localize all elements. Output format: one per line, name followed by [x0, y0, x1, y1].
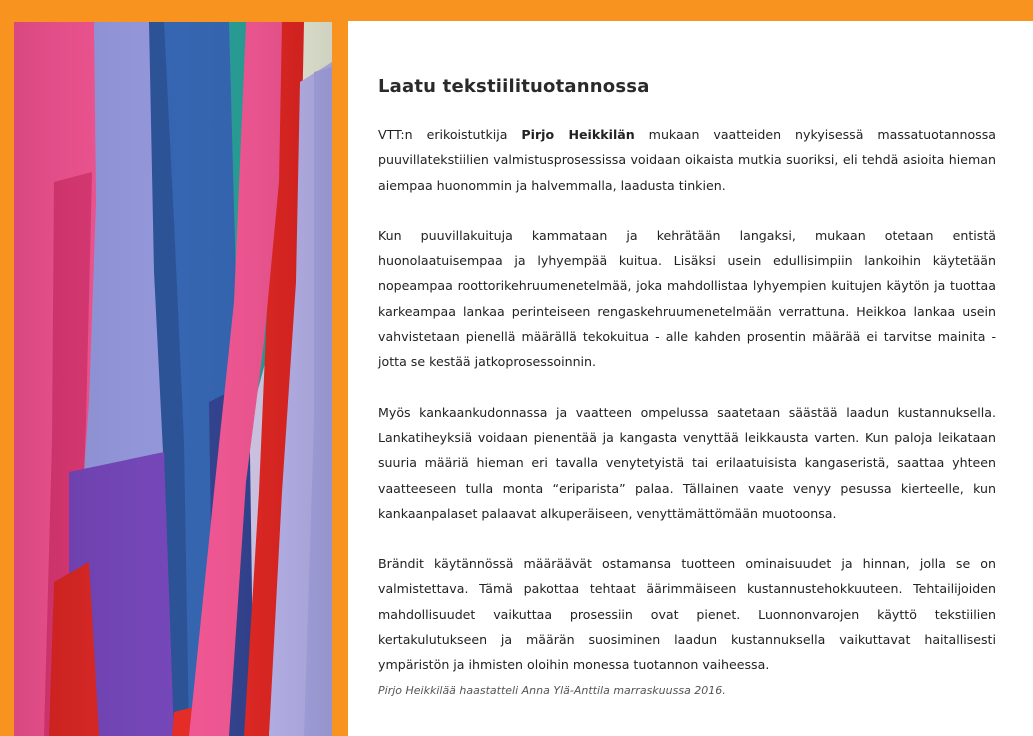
- paragraph-1-rest: mukaan vaatteiden nykyisessä massatuotannossa puuvillatekstiilien valmistusprosessissa voidaan oikaista mutkia suoriksi, eli tehdä asioita hieman aiempaa huonommin ja halvemmalla, laadusta tinkien.: [378, 127, 996, 193]
- expert-name: Pirjo Heikkilän: [521, 127, 635, 142]
- article-title: Laatu tekstiilituotannossa: [378, 76, 650, 97]
- fabric-drapes-image: [14, 22, 332, 736]
- paragraph-1-intro: VTT:n erikoistutkija: [378, 127, 522, 142]
- interview-credit: Pirjo Heikkilää haastatteli Anna Ylä-Anttila marraskuussa 2016.: [378, 684, 726, 697]
- paragraph-1: [378, 122, 996, 198]
- paragraph-3: Myös kankaankudonnassa ja vaatteen ompelussa saatetaan säästää laadun kustannuksella. Lankatiheyksiä voidaan pienentää ja kangasta venyttää leikkausta varten. Kun paloja leikataan suuria määriä hieman eri tavalla venytetyistä tai erilaatuisista kangaseristä, saattaa yhteen vaatteeseen tulla monta “eriparista” palaa. Tällainen vaate venyy pesussa kierteelle, kun kankaanpalaset palaavat alkuperäiseen, venyttämättömään muotoonsa.: [378, 404, 996, 521]
- fabric-photo: [14, 22, 332, 736]
- article-body: [378, 122, 996, 703]
- article-panel: [348, 21, 1033, 736]
- paragraph-4: Brändit käytännössä määräävät ostamansa tuotteen ominaisuudet ja hinnan, jolla se on valmistettava. Tämä pakottaa tehtaat äärimmäiseen kustannustehokkuuteen. Tehtailijoiden mahdollisuudet vaikuttaa prosessiin ovat pienet. Luonnonvarojen käyttö tekstiilien kertakulutukseen ja määrän suosiminen laadun kustannuksella vaikuttavat haitallisesti ympäristön ja ihmisten oloihin monessa tuotannon vaiheessa.: [378, 556, 996, 673]
- paragraph-2: Kun puuvillakuituja kammataan ja kehrätään langaksi, mukaan otetaan entistä huonolaatuisempaa ja lyhyempää kuitua. Lisäksi usein edullisimpiin lankoihin käytetään nopeampaa roottorikehruumenetelmää, joka mahdollistaa lyhyempien kuitujen käytön ja tuottaa karkeampaa lankaa perinteiseen rengaskehruumenetelmään verrattuna. Heikkoa lankaa usein vahvistetaan pienellä määrällä tekokuitua - alle kahden prosentin määrää ei tarvitse mainita - jotta se kestää jatkoprosessoinnin.: [378, 227, 996, 370]
